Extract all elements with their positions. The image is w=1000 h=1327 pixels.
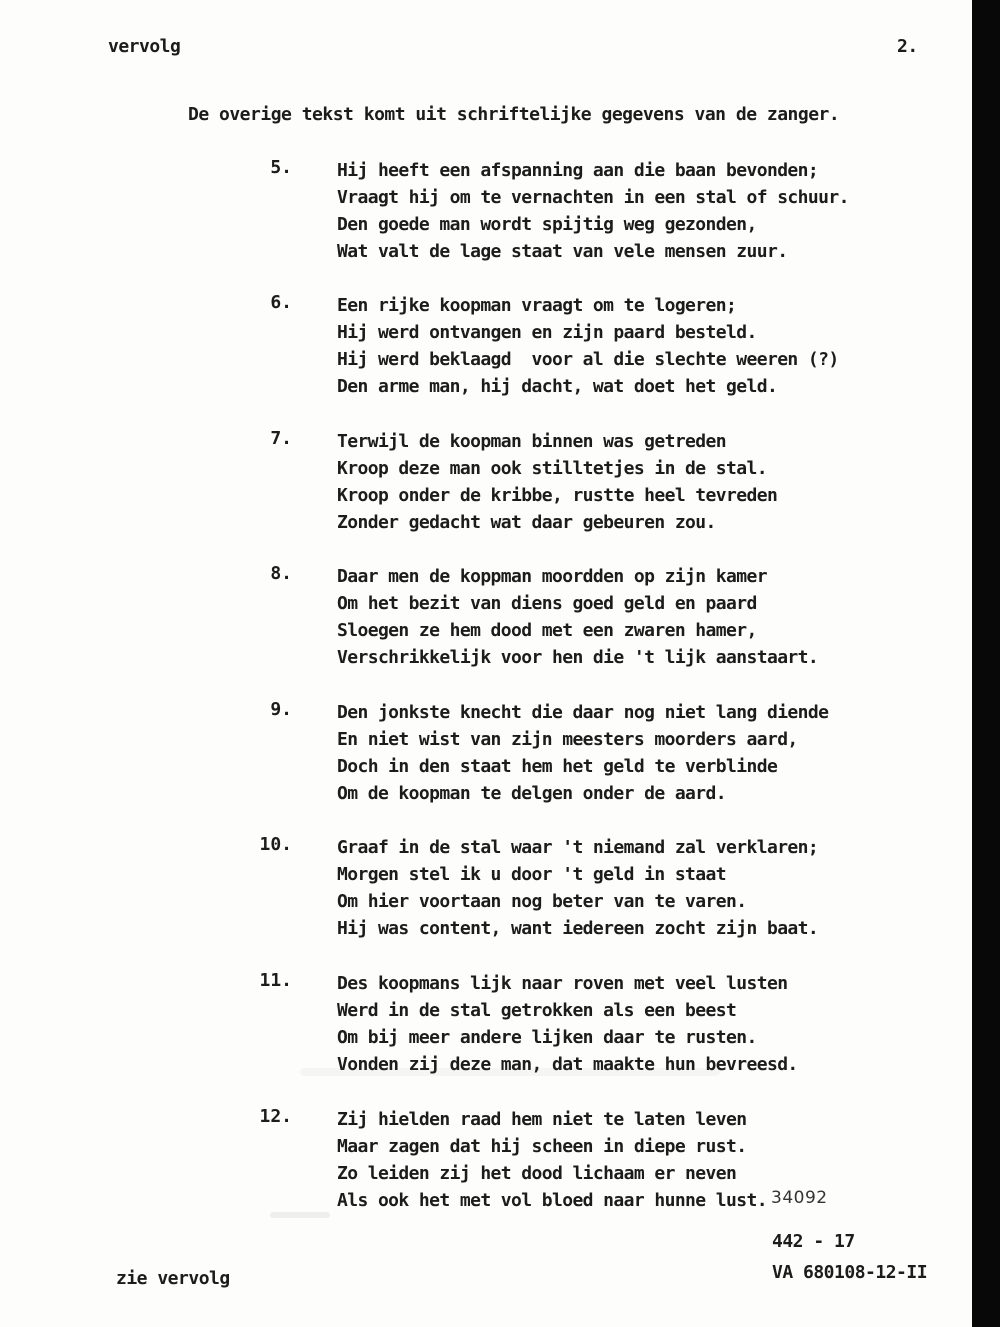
verse-line: Verschrikkelijk voor hen die 't lijk aanstaart. <box>337 647 819 668</box>
verse-line: Daar men de koppman moordden op zijn kamer <box>337 566 767 587</box>
scan-smudge <box>300 1068 720 1076</box>
stanza-number: 5. <box>270 157 292 178</box>
stanza-lines <box>337 563 818 671</box>
verse-line: Doch in den staat hem het geld te verblinde <box>337 756 778 777</box>
verse-line: Wat valt de lage staat van vele mensen zuur. <box>337 241 788 262</box>
verse-line: Vonden zij deze man, dat maakte hun bevreesd. <box>337 1054 798 1075</box>
verse-line: Sloegen ze hem dood met een zwaren hamer, <box>337 620 757 641</box>
verse-line: Morgen stel ik u door 't geld in staat <box>337 864 727 885</box>
verse-line: Om hier voortaan nog beter van te varen. <box>337 891 747 912</box>
stanza-number: 7. <box>270 428 292 449</box>
stanza-number: 11. <box>259 970 292 991</box>
stanza-lines <box>337 428 777 536</box>
stanza-lines <box>337 292 839 400</box>
verse-line: Hij werd beklaagd voor al die slechte weeren (?) <box>337 349 839 370</box>
page-number: 2. <box>897 36 918 57</box>
verse-line: Kroop onder de kribbe, rustte heel tevreden <box>337 485 778 506</box>
verse-line: Hij werd ontvangen en zijn paard besteld. <box>337 322 757 343</box>
stanza-lines <box>337 1106 767 1214</box>
footer-continued-label: zie vervolg <box>116 1268 230 1289</box>
verse-line: Maar zagen dat hij scheen in diepe rust. <box>337 1136 747 1157</box>
verse-line: Zo leiden zij het dood lichaam er neven <box>337 1163 737 1184</box>
handwritten-note: 34092 <box>771 1188 828 1208</box>
verse-line: Een rijke koopman vraagt om te logeren; <box>337 295 737 316</box>
stanza-number: 9. <box>270 699 292 720</box>
scan-smudge <box>270 1212 330 1218</box>
stanza-lines <box>337 970 798 1078</box>
reference-code: VA 680108-12-II <box>772 1262 928 1283</box>
stanza-lines <box>337 157 849 265</box>
verse-line: Graaf in de stal waar 't niemand zal verklaren; <box>337 837 819 858</box>
stanza-number: 8. <box>270 563 292 584</box>
verse-line: Als ook het met vol bloed naar hunne lust. <box>337 1190 767 1211</box>
intro-text: De overige tekst komt uit schriftelijke gegevens van de zanger. <box>188 104 840 125</box>
verse-line: Des koopmans lijk naar roven met veel lusten <box>337 973 788 994</box>
verse-line: Zonder gedacht wat daar gebeuren zou. <box>337 512 716 533</box>
verse-line: Den jonkste knecht die daar nog niet lang diende <box>337 702 829 723</box>
header-continued-label: vervolg <box>108 36 181 57</box>
stanza-number: 12. <box>259 1106 292 1127</box>
verse-line: Om bij meer andere lijken daar te rusten. <box>337 1027 757 1048</box>
verse-line: Om de koopman te delgen onder de aard. <box>337 783 727 804</box>
stanza-lines <box>337 699 828 807</box>
verse-line: Om het bezit van diens goed geld en paard <box>337 593 757 614</box>
verse-line: Vraagt hij om te vernachten in een stal of schuur. <box>337 187 849 208</box>
stanza-number: 10. <box>259 834 292 855</box>
verse-line: Terwijl de koopman binnen was getreden <box>337 431 727 452</box>
verse-line: Werd in de stal getrokken als een beest <box>337 1000 737 1021</box>
scan-border-right <box>972 0 1000 1327</box>
verse-line: Kroop deze man ook stilltetjes in de stal. <box>337 458 767 479</box>
stanza-number: 6. <box>270 292 292 313</box>
stanza-lines <box>337 834 818 942</box>
verse-line: Hij was content, want iedereen zocht zijn baat. <box>337 918 819 939</box>
verse-line: Den goede man wordt spijtig weg gezonden, <box>337 214 757 235</box>
verse-line: Den arme man, hij dacht, wat doet het geld. <box>337 376 778 397</box>
verse-line: En niet wist van zijn meesters moorders aard, <box>337 729 798 750</box>
verse-line: Zij hielden raad hem niet te laten leven <box>337 1109 747 1130</box>
verse-line: Hij heeft een afspanning aan die baan bevonden; <box>337 160 819 181</box>
reference-number: 442 - 17 <box>772 1231 855 1252</box>
